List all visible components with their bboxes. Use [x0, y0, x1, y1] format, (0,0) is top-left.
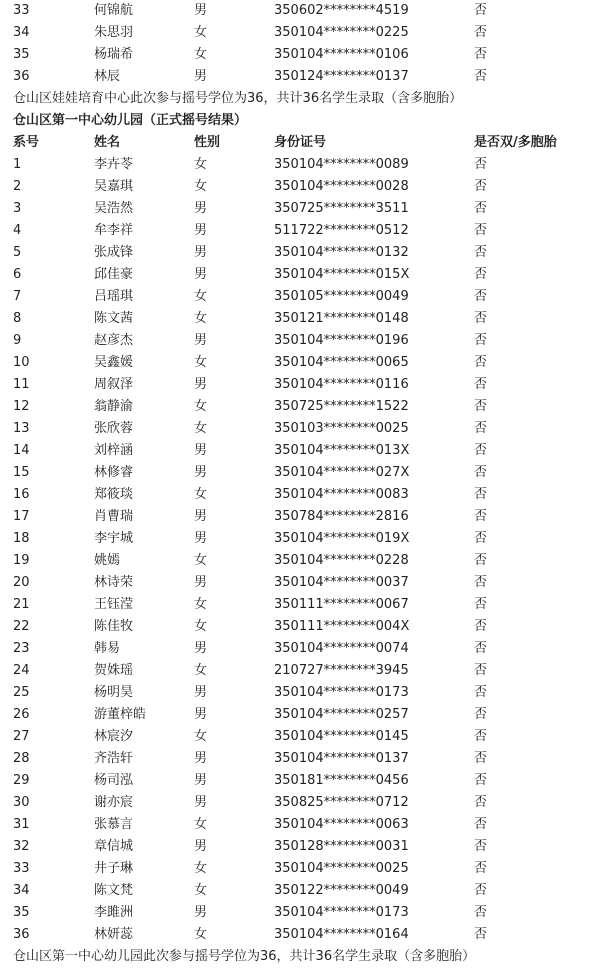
table-row [0, 374, 606, 396]
row-gender: 男 [194, 201, 208, 216]
table-row [0, 528, 606, 550]
row-name: 朱思羽 [94, 25, 134, 40]
table-row [0, 748, 606, 770]
row-twin-status: 否 [474, 531, 488, 546]
row-gender: 女 [194, 311, 208, 326]
row-number: 24 [13, 663, 30, 678]
row-id-number: 350104********0063 [274, 817, 409, 832]
row-id-number: 350104********013X [274, 443, 410, 458]
row-gender: 女 [194, 25, 208, 40]
row-id-number: 350121********0148 [274, 311, 409, 326]
row-gender: 男 [194, 641, 208, 656]
row-name: 张欣蓉 [94, 421, 134, 436]
row-id-number: 350825********0712 [274, 795, 409, 810]
row-gender: 男 [194, 377, 208, 392]
table-row [0, 198, 606, 220]
row-twin-status: 否 [474, 707, 488, 722]
row-name: 邱佳豪 [94, 267, 134, 282]
row-name: 王钰滢 [94, 597, 134, 612]
row-gender: 女 [194, 179, 208, 194]
row-twin-status: 否 [474, 377, 488, 392]
row-number: 19 [13, 553, 30, 568]
row-twin-status: 否 [474, 245, 488, 260]
row-gender: 女 [194, 289, 208, 304]
row-gender: 女 [194, 47, 208, 62]
row-number: 9 [13, 333, 22, 348]
results-table [0, 154, 606, 946]
row-id-number: 350104********0173 [274, 685, 409, 700]
table-row [0, 418, 606, 440]
row-twin-status: 否 [474, 509, 488, 524]
table-row [0, 242, 606, 264]
row-name: 林修睿 [94, 465, 134, 480]
row-twin-status: 否 [474, 575, 488, 590]
row-number: 14 [13, 443, 30, 458]
row-id-number: 511722********0512 [274, 223, 409, 238]
row-number: 5 [13, 245, 22, 260]
row-name: 翁静渝 [94, 399, 134, 414]
table-row [0, 330, 606, 352]
table-row [0, 22, 606, 44]
row-number: 10 [13, 355, 30, 370]
row-id-number: 350104********0074 [274, 641, 409, 656]
row-number: 8 [13, 311, 22, 326]
row-id-number: 350104********0116 [274, 377, 409, 392]
table-row [0, 770, 606, 792]
row-number: 12 [13, 399, 30, 414]
row-name: 李宇城 [94, 531, 134, 546]
row-name: 吕瑶琪 [94, 289, 134, 304]
row-twin-status: 否 [474, 223, 488, 238]
row-twin-status: 否 [474, 619, 488, 634]
previous-results-table [0, 0, 606, 88]
table-row [0, 264, 606, 286]
row-twin-status: 否 [474, 465, 488, 480]
row-number: 36 [13, 69, 30, 84]
row-gender: 男 [194, 575, 208, 590]
row-number: 7 [13, 289, 22, 304]
row-number: 20 [13, 575, 30, 590]
row-number: 21 [13, 597, 30, 612]
row-id-number: 350104********0173 [274, 905, 409, 920]
row-number: 16 [13, 487, 30, 502]
table-row [0, 660, 606, 682]
row-twin-status: 否 [474, 47, 488, 62]
row-gender: 女 [194, 597, 208, 612]
row-twin-status: 否 [474, 267, 488, 282]
row-gender: 女 [194, 729, 208, 744]
table-row [0, 682, 606, 704]
table-row [0, 792, 606, 814]
row-gender: 男 [194, 685, 208, 700]
row-gender: 男 [194, 333, 208, 348]
row-number: 4 [13, 223, 22, 238]
row-id-number: 350104********0145 [274, 729, 409, 744]
row-number: 2 [13, 179, 22, 194]
row-number: 17 [13, 509, 30, 524]
row-twin-status: 否 [474, 641, 488, 656]
table-row [0, 902, 606, 924]
row-twin-status: 否 [474, 883, 488, 898]
row-name: 杨明昊 [94, 685, 134, 700]
row-id-number: 350104********0137 [274, 751, 409, 766]
row-gender: 男 [194, 839, 208, 854]
row-gender: 男 [194, 509, 208, 524]
header-twin: 是否双/多胞胎 [474, 135, 557, 150]
row-name: 李雎洲 [94, 905, 134, 920]
row-gender: 男 [194, 267, 208, 282]
row-twin-status: 否 [474, 355, 488, 370]
row-id-number: 350104********0164 [274, 927, 409, 942]
row-id-number: 350105********0049 [274, 289, 409, 304]
row-id-number: 350725********3511 [274, 201, 409, 216]
row-twin-status: 否 [474, 399, 488, 414]
table-row [0, 286, 606, 308]
row-id-number: 350122********0049 [274, 883, 409, 898]
table-row [0, 880, 606, 902]
row-gender: 男 [194, 3, 208, 18]
row-name: 杨瑞希 [94, 47, 134, 62]
row-id-number: 350104********0083 [274, 487, 409, 502]
row-name: 林辰 [94, 69, 121, 84]
row-id-number: 350104********0025 [274, 861, 409, 876]
header-id-number: 身份证号 [274, 135, 327, 150]
table-row [0, 396, 606, 418]
table-row [0, 462, 606, 484]
table-row [0, 176, 606, 198]
row-number: 6 [13, 267, 22, 282]
row-twin-status: 否 [474, 179, 488, 194]
row-gender: 女 [194, 663, 208, 678]
row-name: 吴浩然 [94, 201, 134, 216]
row-name: 张慕言 [94, 817, 134, 832]
row-gender: 男 [194, 223, 208, 238]
row-number: 31 [13, 817, 30, 832]
row-gender: 男 [194, 707, 208, 722]
table-row [0, 594, 606, 616]
row-gender: 男 [194, 751, 208, 766]
row-name: 谢亦宸 [94, 795, 134, 810]
row-name: 杨司泓 [94, 773, 134, 788]
row-name: 陈佳牧 [94, 619, 134, 634]
row-name: 韩易 [94, 641, 121, 656]
table-header-row [0, 132, 606, 154]
table-row [0, 0, 606, 22]
row-twin-status: 否 [474, 729, 488, 744]
table-row [0, 308, 606, 330]
row-id-number: 350784********2816 [274, 509, 409, 524]
row-gender: 女 [194, 861, 208, 876]
row-id-number: 350111********0067 [274, 597, 409, 612]
row-name: 章信城 [94, 839, 134, 854]
header-gender: 性别 [194, 135, 221, 150]
row-twin-status: 否 [474, 861, 488, 876]
row-name: 周叙泽 [94, 377, 134, 392]
row-id-number: 350104********0065 [274, 355, 409, 370]
row-number: 15 [13, 465, 30, 480]
row-name: 李卉苓 [94, 157, 134, 172]
row-twin-status: 否 [474, 839, 488, 854]
table-row [0, 836, 606, 858]
row-name: 吴鑫媛 [94, 355, 134, 370]
table-row [0, 638, 606, 660]
table-row [0, 44, 606, 66]
row-twin-status: 否 [474, 773, 488, 788]
row-gender: 女 [194, 399, 208, 414]
row-id-number: 350111********004X [274, 619, 410, 634]
row-gender: 女 [194, 927, 208, 942]
row-name: 赵彦杰 [94, 333, 134, 348]
row-name: 井子琳 [94, 861, 134, 876]
row-number: 34 [13, 25, 30, 40]
row-twin-status: 否 [474, 663, 488, 678]
row-name: 林妍蕊 [94, 927, 134, 942]
row-twin-status: 否 [474, 443, 488, 458]
row-twin-status: 否 [474, 553, 488, 568]
row-name: 肖曹瑞 [94, 509, 134, 524]
row-name: 林诗荣 [94, 575, 134, 590]
row-number: 30 [13, 795, 30, 810]
row-id-number: 350104********0196 [274, 333, 409, 348]
row-id-number: 350103********0025 [274, 421, 409, 436]
row-name: 郑筱琰 [94, 487, 134, 502]
row-gender: 男 [194, 795, 208, 810]
row-twin-status: 否 [474, 333, 488, 348]
row-number: 3 [13, 201, 22, 216]
row-id-number: 210727********3945 [274, 663, 409, 678]
row-twin-status: 否 [474, 3, 488, 18]
table-row [0, 858, 606, 880]
row-gender: 男 [194, 773, 208, 788]
row-name: 陈文茜 [94, 311, 134, 326]
row-id-number: 350602********4519 [274, 3, 409, 18]
row-gender: 女 [194, 883, 208, 898]
row-number: 36 [13, 927, 30, 942]
row-number: 32 [13, 839, 30, 854]
row-number: 29 [13, 773, 30, 788]
row-name: 林宸汐 [94, 729, 134, 744]
row-twin-status: 否 [474, 927, 488, 942]
row-twin-status: 否 [474, 157, 488, 172]
table-row [0, 572, 606, 594]
row-number: 33 [13, 861, 30, 876]
row-name: 何锦航 [94, 3, 134, 18]
row-id-number: 350104********0257 [274, 707, 409, 722]
row-id-number: 350104********0225 [274, 25, 409, 40]
row-twin-status: 否 [474, 905, 488, 920]
table-row [0, 154, 606, 176]
row-id-number: 350725********1522 [274, 399, 409, 414]
row-id-number: 350124********0137 [274, 69, 409, 84]
row-number: 11 [13, 377, 30, 392]
row-twin-status: 否 [474, 69, 488, 84]
row-twin-status: 否 [474, 25, 488, 40]
row-twin-status: 否 [474, 685, 488, 700]
row-name: 陈文梵 [94, 883, 134, 898]
row-name: 贺姝瑶 [94, 663, 134, 678]
row-id-number: 350181********0456 [274, 773, 409, 788]
row-gender: 女 [194, 619, 208, 634]
row-number: 18 [13, 531, 30, 546]
row-number: 33 [13, 3, 30, 18]
row-twin-status: 否 [474, 421, 488, 436]
row-id-number: 350104********015X [274, 267, 410, 282]
row-twin-status: 否 [474, 311, 488, 326]
row-number: 35 [13, 47, 30, 62]
row-gender: 女 [194, 553, 208, 568]
row-gender: 男 [194, 465, 208, 480]
row-id-number: 350104********019X [274, 531, 410, 546]
row-number: 23 [13, 641, 30, 656]
table-row [0, 814, 606, 836]
row-number: 26 [13, 707, 30, 722]
table-row [0, 484, 606, 506]
row-number: 13 [13, 421, 30, 436]
table-row [0, 704, 606, 726]
row-gender: 女 [194, 817, 208, 832]
row-number: 25 [13, 685, 30, 700]
table-row [0, 506, 606, 528]
previous-summary-note: 仓山区娃娃培育中心此次参与摇号学位为36，共计36名学生录取（含多胞胎） [13, 91, 463, 106]
row-name: 张成锋 [94, 245, 134, 260]
table-row [0, 220, 606, 242]
row-gender: 女 [194, 157, 208, 172]
row-id-number: 350104********0228 [274, 553, 409, 568]
row-id-number: 350128********0031 [274, 839, 409, 854]
row-twin-status: 否 [474, 795, 488, 810]
table-row [0, 440, 606, 462]
row-id-number: 350104********027X [274, 465, 410, 480]
row-id-number: 350104********0106 [274, 47, 409, 62]
row-id-number: 350104********0089 [274, 157, 409, 172]
row-name: 刘梓涵 [94, 443, 134, 458]
table-row [0, 726, 606, 748]
row-gender: 男 [194, 245, 208, 260]
row-number: 22 [13, 619, 30, 634]
section-summary-note: 仓山区第一中心幼儿园此次参与摇号学位为36，共计36名学生录取（含多胞胎） [13, 949, 476, 964]
row-name: 游董梓皓 [94, 707, 147, 722]
table-row [0, 616, 606, 638]
row-gender: 女 [194, 421, 208, 436]
row-gender: 男 [194, 69, 208, 84]
row-gender: 女 [194, 487, 208, 502]
section-title: 仓山区第一中心幼儿园（正式摇号结果） [13, 113, 248, 128]
row-twin-status: 否 [474, 201, 488, 216]
row-twin-status: 否 [474, 487, 488, 502]
row-name: 姚嫣 [94, 553, 121, 568]
table-row [0, 352, 606, 374]
header-number: 系号 [13, 135, 40, 150]
row-twin-status: 否 [474, 597, 488, 612]
row-number: 35 [13, 905, 30, 920]
row-number: 1 [13, 157, 22, 172]
row-number: 28 [13, 751, 30, 766]
row-number: 34 [13, 883, 30, 898]
row-twin-status: 否 [474, 817, 488, 832]
row-id-number: 350104********0037 [274, 575, 409, 590]
table-row [0, 550, 606, 572]
row-twin-status: 否 [474, 751, 488, 766]
row-gender: 女 [194, 355, 208, 370]
table-row [0, 66, 606, 88]
row-id-number: 350104********0028 [274, 179, 409, 194]
row-name: 齐浩轩 [94, 751, 134, 766]
row-number: 27 [13, 729, 30, 744]
row-gender: 男 [194, 905, 208, 920]
row-gender: 男 [194, 531, 208, 546]
table-row [0, 924, 606, 946]
row-id-number: 350104********0132 [274, 245, 409, 260]
header-name: 姓名 [94, 135, 121, 150]
row-name: 牟李祥 [94, 223, 134, 238]
row-name: 吴嘉琪 [94, 179, 134, 194]
row-twin-status: 否 [474, 289, 488, 304]
row-gender: 男 [194, 443, 208, 458]
